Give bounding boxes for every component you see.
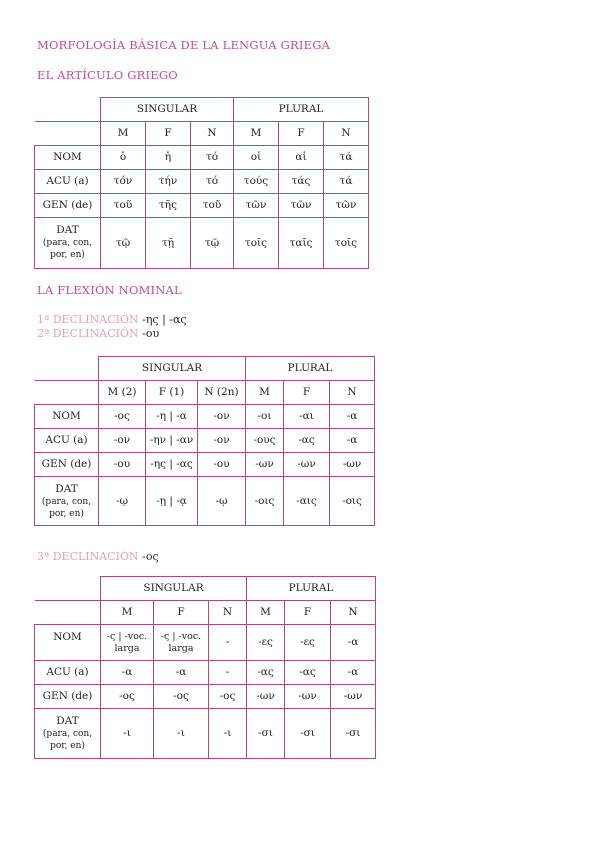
table-cell: -α: [331, 625, 376, 661]
table-cell: -ῳ: [99, 477, 146, 526]
blank-corner: [35, 381, 99, 405]
case-label: NOM: [35, 146, 101, 170]
table-cell: τοῖς: [234, 218, 279, 269]
singular-header: SINGULAR: [99, 357, 246, 381]
case-label: ACU (a): [35, 661, 101, 685]
table-row: [35, 709, 376, 759]
case-sublabel: (para, con, por, en): [42, 729, 93, 751]
table-cell: τούς: [234, 170, 279, 194]
declension-3-table: [34, 576, 376, 759]
table-cell: τῆς: [146, 194, 191, 218]
gender-header: M: [101, 122, 146, 146]
table-cell: τά: [324, 146, 369, 170]
gender-header: M: [247, 601, 285, 625]
table-row: [35, 170, 369, 194]
case-label: GEN (de): [35, 453, 99, 477]
gender-header: F: [284, 381, 330, 405]
table-cell: -α: [330, 405, 375, 429]
table-cell: -οι: [246, 405, 284, 429]
table-row: [35, 685, 376, 709]
declension-12-table: [34, 356, 375, 526]
table-cell: -αις: [284, 477, 330, 526]
article-table: [34, 97, 369, 269]
table-row: [35, 453, 375, 477]
table-cell: -ος: [209, 685, 247, 709]
table-cell: -σι: [247, 709, 285, 759]
table-row: [35, 477, 375, 526]
table-cell: οἱ: [234, 146, 279, 170]
table-cell: -οις: [330, 477, 375, 526]
table-cell: -ας: [284, 429, 330, 453]
plural-header: PLURAL: [246, 357, 375, 381]
table-cell: ἡ: [146, 146, 191, 170]
table-cell: -ων: [247, 685, 285, 709]
blank-corner: [35, 122, 101, 146]
table-cell: -η | -α: [146, 405, 198, 429]
table-cell: -ς | -voc. larga: [154, 625, 209, 661]
table-cell: τῷ: [191, 218, 234, 269]
table-cell: τοῖς: [324, 218, 369, 269]
table-cell: τῇ: [146, 218, 191, 269]
article-heading: EL ARTÍCULO GRIEGO: [37, 68, 178, 82]
table-cell: τόν: [101, 170, 146, 194]
blank-corner: [35, 98, 101, 122]
blank-corner: [35, 577, 101, 601]
case-label: GEN (de): [35, 685, 101, 709]
table-cell: -ι: [154, 709, 209, 759]
table-cell: -α: [101, 661, 154, 685]
table-row: [35, 218, 369, 269]
table-cell: -ες: [247, 625, 285, 661]
table-cell: τῶν: [279, 194, 324, 218]
table-cell: -α: [154, 661, 209, 685]
table-cell: -: [209, 625, 247, 661]
case-label: GEN (de): [35, 194, 101, 218]
table-cell: -ην | -αν: [146, 429, 198, 453]
table-cell: τοῦ: [101, 194, 146, 218]
gender-header: F: [285, 601, 331, 625]
table-row: [35, 429, 375, 453]
gender-header: N: [331, 601, 376, 625]
table-cell: -: [209, 661, 247, 685]
table-row: [35, 194, 369, 218]
plural-header: PLURAL: [247, 577, 376, 601]
table-cell: -ους: [246, 429, 284, 453]
table-cell: -ς | -voc. larga: [101, 625, 154, 661]
table-cell: -ης | -ας: [146, 453, 198, 477]
table-cell: τῶν: [324, 194, 369, 218]
table-cell: αἱ: [279, 146, 324, 170]
case-sublabel: (para, con, por, en): [41, 497, 92, 519]
gender-header: M: [246, 381, 284, 405]
table-cell: -ον: [198, 405, 246, 429]
declension-1-value: -ης | -ας: [142, 313, 187, 326]
table-cell: -ου: [99, 453, 146, 477]
table-cell: τοῦ: [191, 194, 234, 218]
blank-corner: [35, 357, 99, 381]
table-cell: -ος: [101, 685, 154, 709]
case-label: ACU (a): [35, 170, 101, 194]
table-cell: -οις: [246, 477, 284, 526]
declension-2-line: [37, 327, 159, 340]
table-cell: -ων: [330, 453, 375, 477]
table-cell: ταῖς: [279, 218, 324, 269]
table-row: [35, 661, 376, 685]
table-cell: -ας: [285, 661, 331, 685]
declension-3-label: 3ª DECLINACIÓN: [37, 550, 139, 563]
declension-1-label: 1ª DECLINACIÓN: [37, 313, 139, 326]
gender-header: M: [234, 122, 279, 146]
table-cell: τῶν: [234, 194, 279, 218]
table-row: [35, 146, 369, 170]
table-cell: -ες: [285, 625, 331, 661]
gender-header: N: [209, 601, 247, 625]
case-label: DAT (para, con, por, en): [35, 218, 101, 269]
table-cell: τάς: [279, 170, 324, 194]
table-cell: -α: [330, 429, 375, 453]
table-cell: -ων: [246, 453, 284, 477]
singular-header: SINGULAR: [101, 577, 247, 601]
document-title: MORFOLOGÍA BÁSICA DE LA LENGUA GRIEGA: [37, 38, 331, 52]
table-cell: -ι: [101, 709, 154, 759]
declension-2-label: 2ª DECLINACIÓN: [37, 327, 139, 340]
case-label: DAT (para, con, por, en): [35, 709, 101, 759]
table-cell: τό: [191, 146, 234, 170]
case-label: NOM: [35, 405, 99, 429]
gender-header: F: [154, 601, 209, 625]
table-cell: τό: [191, 170, 234, 194]
declension-2-value: -ου: [142, 327, 160, 340]
case-sublabel: (para, con, por, en): [42, 238, 93, 260]
nominal-heading: LA FLEXIÓN NOMINAL: [37, 283, 182, 297]
table-row: [35, 625, 376, 661]
table-cell: -α: [331, 661, 376, 685]
table-cell: -ῳ: [198, 477, 246, 526]
table-cell: -ῃ | -ᾳ: [146, 477, 198, 526]
table-cell: -ων: [331, 685, 376, 709]
table-cell: -ας: [247, 661, 285, 685]
table-cell: τήν: [146, 170, 191, 194]
singular-header: SINGULAR: [101, 98, 234, 122]
table-cell: -σι: [285, 709, 331, 759]
table-cell: -ον: [99, 429, 146, 453]
table-cell: τά: [324, 170, 369, 194]
gender-header: F: [279, 122, 324, 146]
table-cell: -αι: [284, 405, 330, 429]
table-cell: -ος: [99, 405, 146, 429]
gender-header: F (1): [146, 381, 198, 405]
table-cell: -ων: [284, 453, 330, 477]
table-cell: -ον: [198, 429, 246, 453]
gender-header: M: [101, 601, 154, 625]
table-cell: -ι: [209, 709, 247, 759]
case-label: NOM: [35, 625, 101, 661]
case-label: DAT (para, con, por, en): [35, 477, 99, 526]
table-cell: -σι: [331, 709, 376, 759]
table-cell: ὁ: [101, 146, 146, 170]
declension-1-line: [37, 313, 187, 326]
gender-header: N: [191, 122, 234, 146]
table-row: [35, 405, 375, 429]
declension-3-line: [37, 550, 159, 563]
case-label: ACU (a): [35, 429, 99, 453]
gender-header: N: [324, 122, 369, 146]
gender-header: M (2): [99, 381, 146, 405]
declension-3-value: -ος: [142, 550, 159, 563]
gender-header: F: [146, 122, 191, 146]
blank-corner: [35, 601, 101, 625]
table-cell: -ου: [198, 453, 246, 477]
gender-header: N (2n): [198, 381, 246, 405]
table-cell: -ων: [285, 685, 331, 709]
gender-header: N: [330, 381, 375, 405]
table-cell: τῷ: [101, 218, 146, 269]
plural-header: PLURAL: [234, 98, 369, 122]
table-cell: -ος: [154, 685, 209, 709]
